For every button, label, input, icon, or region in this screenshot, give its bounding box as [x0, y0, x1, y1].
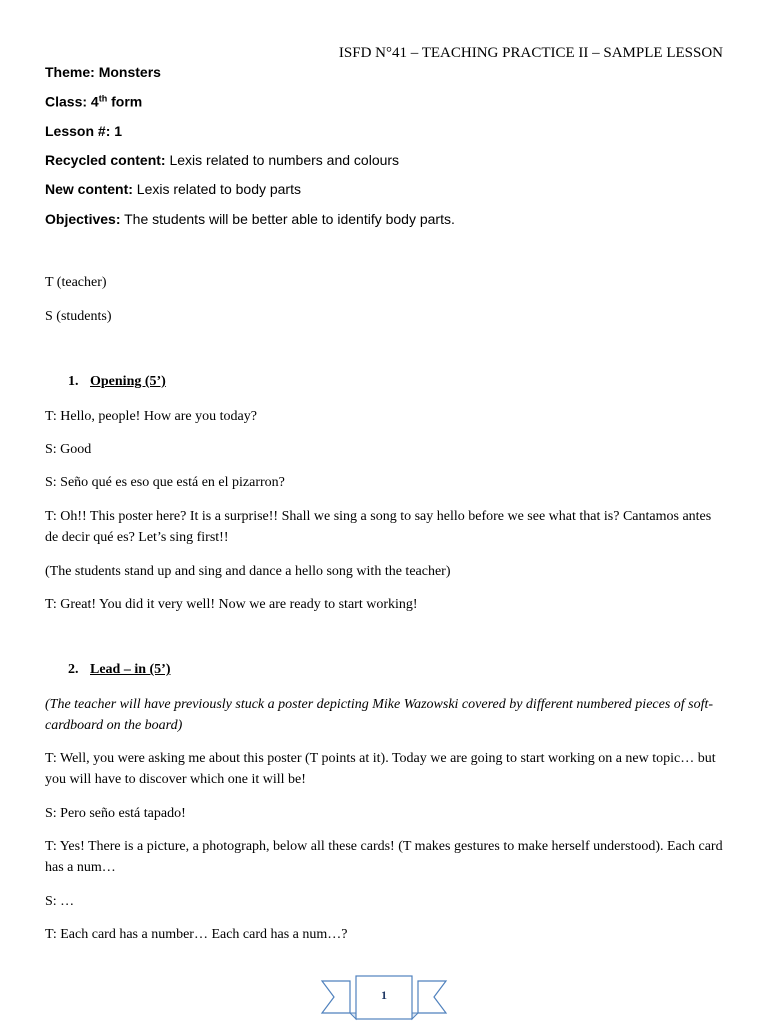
section-lead-in-title: Lead – in (5’) [90, 662, 171, 677]
lesson-line [45, 123, 122, 139]
page-header: ISFD N°41 – TEACHING PRACTICE II – SAMPLE LESSON [338, 45, 723, 61]
recycled-label: Recycled content: [45, 152, 166, 168]
dialogue-line: T: Great! You did it very well! Now we are ready to start working! [45, 597, 418, 612]
recycled-value: Lexis related to numbers and colours [169, 152, 400, 168]
dialogue-line: T: Hello, people! How are you today? [45, 409, 257, 424]
lesson-value: 1 [114, 123, 123, 139]
legend-students: S (students) [45, 309, 112, 324]
objectives-line [45, 211, 455, 227]
class-line [45, 93, 142, 110]
objectives-value: The students will be better able to identify body parts. [124, 211, 455, 227]
objectives-label: Objectives: [45, 211, 121, 227]
class-value-sup: th [98, 93, 108, 103]
dialogue-line: S: Pero seño está tapado! [45, 806, 186, 821]
stage-direction: (The students stand up and sing and dance a hello song with the teacher) [45, 564, 451, 579]
dialogue-line: T: Each card has a number… Each card has a num…? [45, 927, 348, 942]
dialogue-line: S: … [45, 894, 75, 909]
dialogue-line: T: Oh!! This poster here? It is a surprise!! Shall we sing a song to say hello before we see what that is? Cantamos antes de decir qué es? Let’s sing first!! [45, 509, 712, 545]
class-label: Class: [45, 93, 88, 110]
dialogue-line: S: Seño qué es eso que está en el pizarron? [45, 475, 285, 490]
dialogue-line: T: Well, you were asking me about this poster (T points at it). Today we are going to start working on a new topic… but you will have to discover which one it will be! [45, 751, 716, 787]
new-content-line [45, 181, 301, 197]
new-content-label: New content: [45, 181, 133, 197]
lesson-label: Lesson #: [45, 123, 111, 139]
legend-teacher: T (teacher) [45, 275, 107, 290]
page-number: 1 [381, 988, 387, 1002]
dialogue-line: S: Good [45, 442, 92, 457]
class-value-num: 4 [90, 93, 99, 110]
class-value-rest: form [107, 93, 143, 110]
section-opening-number: 1. [68, 374, 79, 389]
recycled-line [45, 152, 399, 168]
section-opening-title: Opening (5’) [90, 374, 166, 389]
theme-label: Theme: [45, 64, 95, 80]
dialogue-line: T: Yes! There is a picture, a photograph, below all these cards! (T makes gestures to make herself understood). Each card has a num… [45, 839, 723, 875]
stage-direction: (The teacher will have previously stuck a poster depicting Mike Wazowski covered by different numbered pieces of soft-cardboard on the board) [45, 697, 714, 733]
section-opening-heading [68, 374, 166, 390]
section-lead-in-heading [68, 662, 171, 678]
theme-line [45, 64, 161, 80]
new-content-value: Lexis related to body parts [136, 181, 301, 197]
section-lead-in-number: 2. [68, 662, 79, 677]
theme-value: Monsters [98, 64, 161, 80]
